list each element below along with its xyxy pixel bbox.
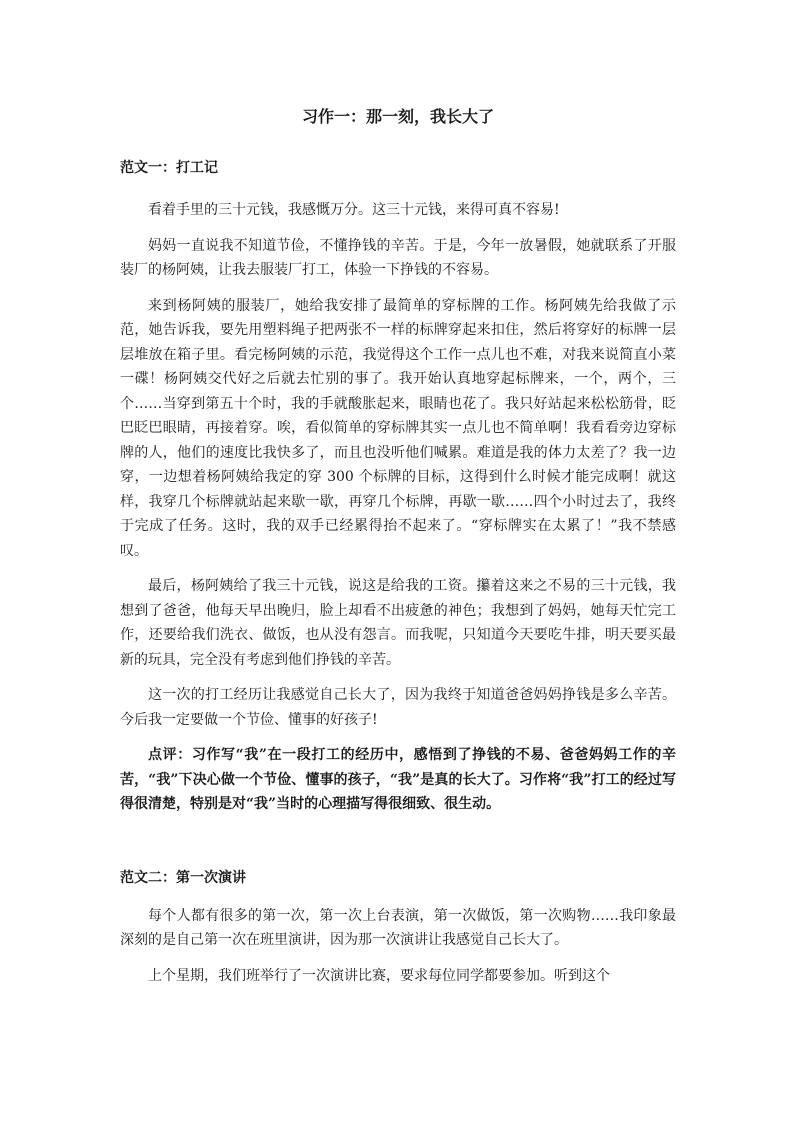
- essay-one-paragraph-4: 最后，杨阿姨给了我三十元钱，说这是给我的工资。攥着这来之不易的三十元钱，我想到了爸爸，他每天早出晚归，脸上却看不出疲惫的神色；我想到了妈妈，她每天忙完工作，还要给我们洗衣、做饭，也从没有怨言。而我呢，只知道今天要吃牛排，明天要买最新的玩具，完全没有考虑到他们挣钱的辛苦。: [120, 578, 676, 668]
- document-title: 习作一：那一刻，我长大了: [301, 107, 494, 126]
- essay-two-paragraph-2: 上个星期，我们班举行了一次演讲比赛，要求每位同学都要参加。听到这个: [148, 967, 610, 984]
- essay-one-comment: 点评：习作写“我”在一段打工的经历中，感悟到了挣钱的不易、爸爸妈妈工作的辛苦，“我”下决心做一个节俭、懂事的孩子，“我”是真的长大了。习作将“我”打工的经过写得很清楚，特别是对“我”当时的心理描写得很细致、很生动。: [120, 747, 676, 812]
- essay-one-paragraph-5: 这一次的打工经历让我感觉自己长大了，因为我终于知道爸爸妈妈挣钱是多么辛苦。今后我一定要做一个节俭、懂事的好孩子!: [120, 687, 676, 728]
- essay-one-paragraph-3: 来到杨阿姨的服装厂，她给我安排了最简单的穿标牌的工作。杨阿姨先给我做了示范，她告诉我，要先用塑料绳子把两张不一样的标牌穿起来扣住，然后将穿好的标牌一层层堆放在箱子里。看完杨阿姨的示范，我觉得这个工作一点儿也不难，对我来说简直小菜一碟！杨阿姨交代好之后就去忙别的事了。我开始认真地穿起标牌来，一个，两个，三个……当穿到第五十个时，我的手就酸胀起来，眼睛也花了。我只好站起来松松筋骨，眨巴眨巴眼睛，再接着穿。唉，看似简单的穿标牌其实一点儿也不简单啊！我看看旁边穿标牌的人，他们的速度比我快多了，而且也没听他们喊累。难道是我的体力太差了？我一边穿，一边想着杨阿姨给我定的穿 300 个标牌的目标，这得到什么时候才能完成啊！就这样，我穿几个标牌就站起来歇一歇，再穿几个标牌，再歇一歇……四个小时过去了，我终于完成了任务。这时，我的双手已经累得抬不起来了。“穿标牌实在太累了！”我不禁感叹。: [120, 297, 676, 559]
- essay-one-paragraph-2: 妈妈一直说我不知道节俭，不懂挣钱的辛苦。于是，今年一放暑假，她就联系了开服装厂的杨阿姨，让我去服装厂打工，体验一下挣钱的不容易。: [120, 237, 676, 278]
- essay-one-paragraph-1: 看着手里的三十元钱，我感慨万分。这三十元钱，来得可真不容易!: [148, 202, 560, 218]
- essay-one: [120, 157, 676, 817]
- essay-two-heading: 范文二：第一次演讲: [120, 869, 246, 886]
- document-page: [120, 105, 676, 988]
- essay-one-heading: 范文一：打工记: [120, 160, 218, 176]
- essay-two-paragraph-1: 每个人都有很多的第一次，第一次上台表演，第一次做饭，第一次购物……我印象最深刻的是自己第一次在班里演讲，因为那一次演讲让我感觉自己长大了。: [120, 907, 676, 948]
- essay-two: [120, 867, 676, 989]
